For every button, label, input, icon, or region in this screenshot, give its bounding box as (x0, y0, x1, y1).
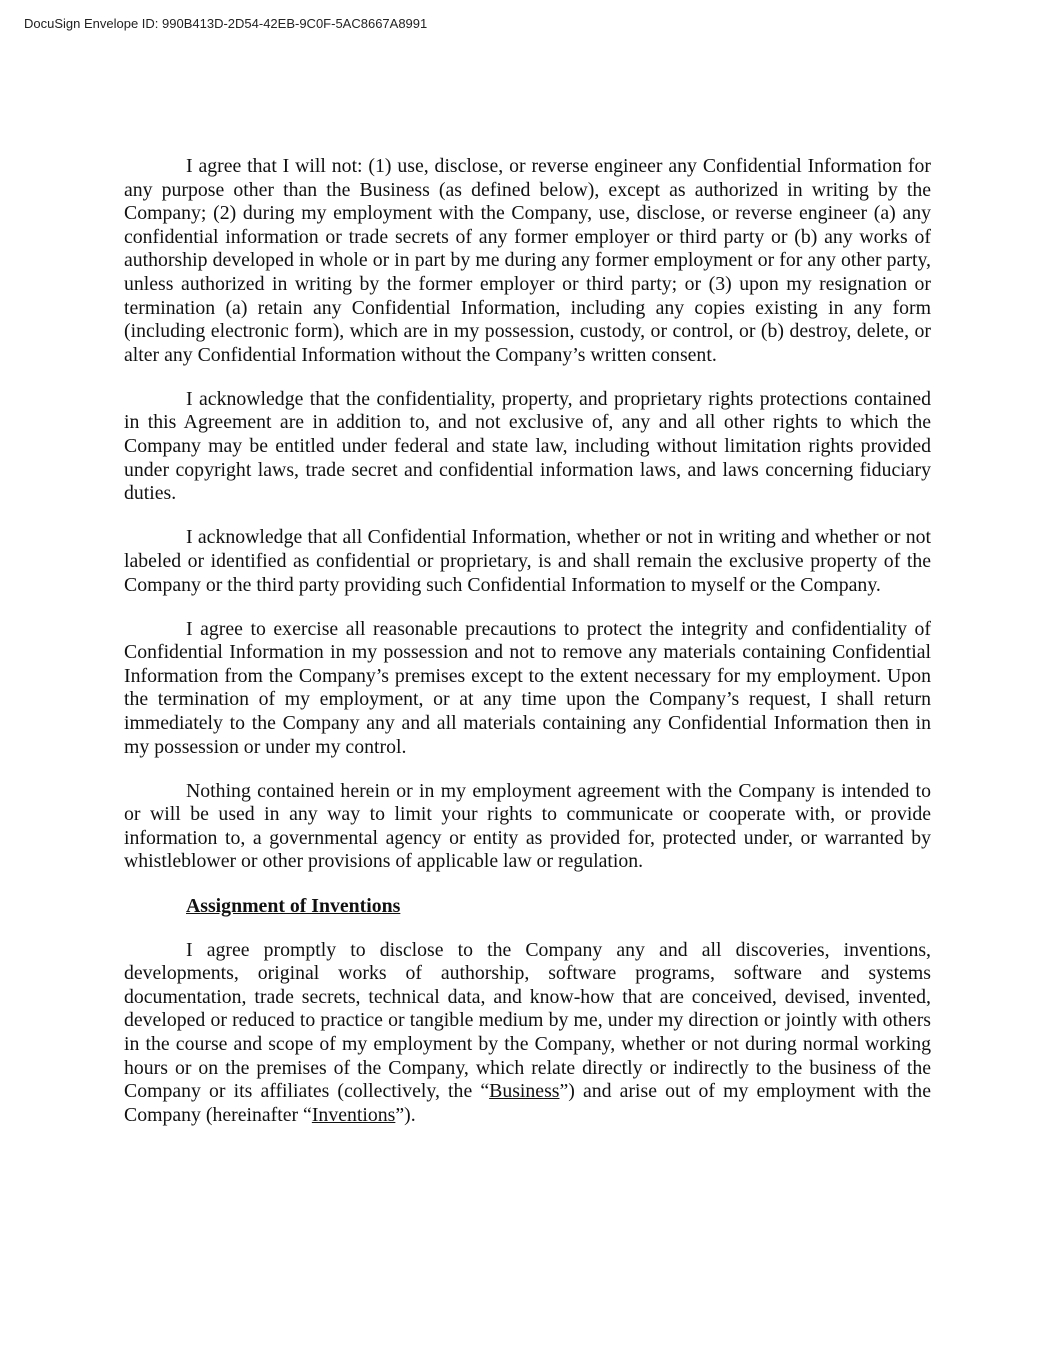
paragraph-inventions-disclosure (124, 939, 931, 1128)
inventions-text-part-3: ”). (395, 1103, 416, 1126)
inventions-text-part-2: ”) and arise out of my employment with the Company (hereinafter “ (124, 1080, 931, 1126)
inventions-text-part-1: I agree promptly to disclose to the Company any and all discoveries, inventions, developments, original works of authorship, software programs, software and systems documentation, trade secrets, technical data, and know-how that are conceived, devised, invented, developed or reduced to practice or tangible medium by me, under my direction or jointly with others in the course and scope of my employment by the Company, whether or not during normal working hours or on the premises of the Company, which relate directly or indirectly to the business of the Company or its affiliates (collectively, the “ (124, 938, 931, 1103)
document-body (124, 155, 931, 1148)
paragraph-precautions: I agree to exercise all reasonable precautions to protect the integrity and confidentiality of Confidential Information in my possession and not to remove any materials containing Confidential Information from the Company’s premises except to the extent necessary for my employment. Upon the termination of my employment, or at any time upon the Company’s request, I shall return immediately to the Company any and all materials containing any Confidential Information then in my possession or under my control. (124, 617, 931, 758)
defined-term-business: Business (489, 1080, 560, 1103)
docusign-envelope-id: DocuSign Envelope ID: 990B413D-2D54-42EB-9C0F-5AC8667A8991 (24, 16, 428, 31)
section-heading-assignment-of-inventions: Assignment of Inventions (186, 894, 401, 917)
defined-term-inventions: Inventions (311, 1103, 396, 1126)
paragraph-rights-acknowledgment: I acknowledge that the confidentiality, property, and proprietary rights protections contained in this Agreement are in addition to, and not exclusive of, any and all other rights to which the Company may be entitled under federal and state law, including without limitation rights provided under copyright laws, trade secret and confidential information laws, and laws concerning fiduciary duties. (124, 387, 931, 505)
paragraph-non-use-obligations: I agree that I will not: (1) use, disclose, or reverse engineer any Confidential Information for any purpose other than the Business (as defined below), except as authorized in writing by the Company; (2) during my employment with the Company, use, disclose, or reverse engineer (a) any confidential information or trade secrets of any former employer or third party or (b) any works of authorship developed in whole or in part by me during any former employment or for any other party, unless authorized in writing by the former employer or third party; or (3) upon my resignation or termination (a) retain any Confidential Information, including any copies existing in any form (including electronic form), which are in my possession, custody, or control, or (b) destroy, delete, or alter any Confidential Information without the Company’s written consent. (124, 155, 931, 366)
paragraph-whistleblower: Nothing contained herein or in my employment agreement with the Company is intended to or will be used in any way to limit your rights to communicate or cooperate with, or provide information to, a governmental agency or entity as provided for, protected under, or warranted by whistleblower or other provisions of applicable law or regulation. (124, 779, 931, 873)
paragraph-exclusive-property: I acknowledge that all Confidential Information, whether or not in writing and whether or not labeled or identified as confidential or proprietary, is and shall remain the exclusive property of the Company or the third party providing such Confidential Information to myself or the Company. (124, 526, 931, 596)
